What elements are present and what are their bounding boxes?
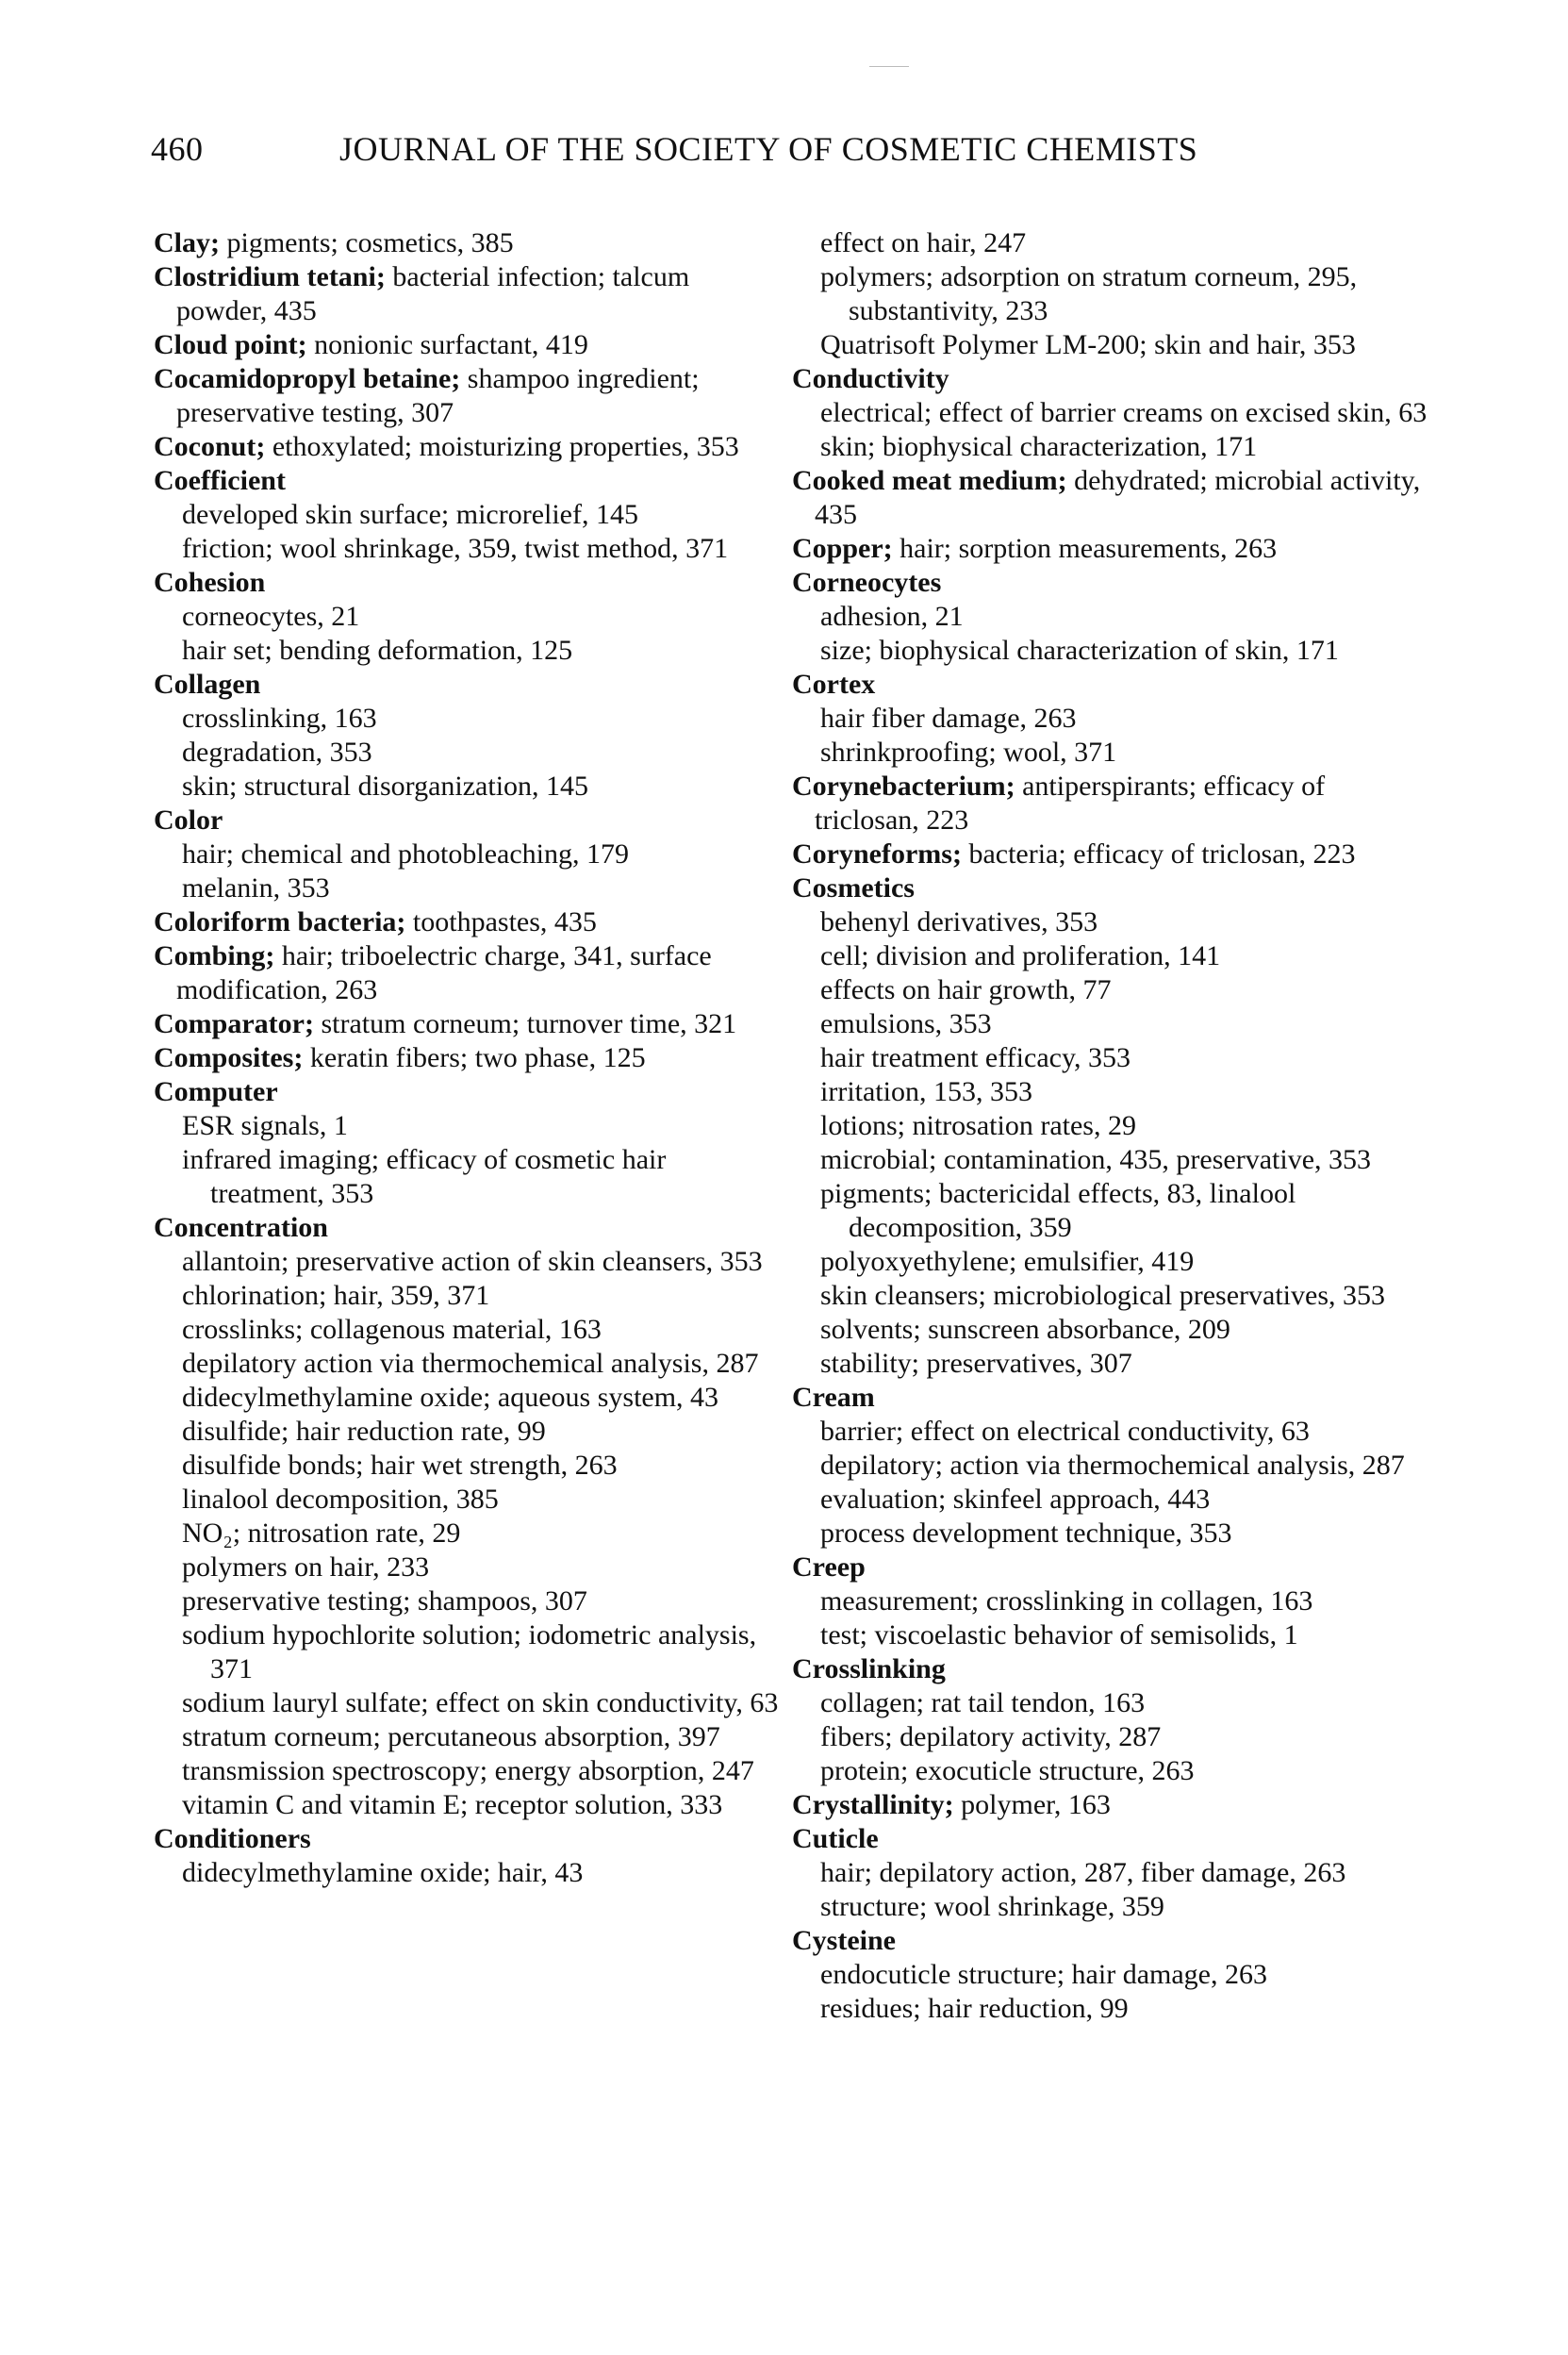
index-subentry: polymers; adsorption on stratum corneum, 295, substantivity, 233 <box>820 261 1358 326</box>
index-entry <box>154 668 781 702</box>
index-term: Cosmetics <box>792 872 915 904</box>
index-subentry: ESR signals, 1 <box>182 1110 348 1141</box>
index-subentry: barrier; effect on electrical conductivity, 63 <box>820 1416 1310 1447</box>
index-term: Cloud point; <box>154 329 307 360</box>
index-term: Cortex <box>792 669 876 700</box>
index-term: Concentration <box>154 1212 328 1243</box>
index-term: Cream <box>792 1382 875 1413</box>
index-term: Clay; <box>154 227 220 258</box>
index-term-detail: pigments; cosmetics, 385 <box>220 227 514 258</box>
index-subentry: pigments; bactericidal effects, 83, linalool decomposition, 359 <box>820 1178 1296 1243</box>
index-subentry: didecylmethylamine oxide; hair, 43 <box>182 1857 584 1888</box>
index-entry <box>154 430 781 464</box>
index-subentry: lotions; nitrosation rates, 29 <box>820 1110 1136 1141</box>
index-term: Combing; <box>154 940 275 971</box>
index-subentry: chlorination; hair, 359, 371 <box>182 1280 490 1311</box>
index-entry <box>154 226 781 260</box>
index-subentry: adhesion, 21 <box>820 601 964 632</box>
index-subentry: hair treatment efficacy, 353 <box>820 1042 1131 1073</box>
index-subentry: polyoxyethylene; emulsifier, 419 <box>820 1246 1195 1277</box>
index-term-detail: bacteria; efficacy of triclosan, 223 <box>961 838 1356 870</box>
index-subentry: measurement; crosslinking in collagen, 163 <box>820 1585 1313 1617</box>
index-subentry: size; biophysical characterization of skin, 171 <box>820 635 1339 666</box>
index-term: Coryneforms; <box>792 838 962 870</box>
index-term: Crosslinking <box>792 1653 946 1684</box>
index-subentry: skin; biophysical characterization, 171 <box>820 431 1258 462</box>
index-term: Cooked meat medium; <box>792 465 1067 496</box>
top-rule-mark <box>869 66 909 67</box>
index-term-detail: dehydrated; microbial activity, 435 <box>815 465 1421 530</box>
index-entry <box>154 566 781 600</box>
index-term-detail: nonionic surfactant, 419 <box>306 329 588 360</box>
index-subentry: collagen; rat tail tendon, 163 <box>820 1687 1146 1718</box>
index-subentry: infrared imaging; efficacy of cosmetic hair treatment, 353 <box>182 1144 667 1209</box>
index-term: Color <box>154 804 223 836</box>
journal-title: JOURNAL OF THE SOCIETY OF COSMETIC CHEMISTS <box>339 130 1198 168</box>
index-entry <box>792 871 1433 905</box>
index-term: Crystallinity; <box>792 1789 954 1820</box>
index-subentry: cell; division and proliferation, 141 <box>820 940 1221 971</box>
page-header <box>151 121 1235 177</box>
index-subentry: effects on hair growth, 77 <box>820 974 1112 1005</box>
index-subentry: microbial; contamination, 435, preservative, 353 <box>820 1144 1372 1175</box>
index-subentry: hair; chemical and photobleaching, 179 <box>182 838 630 870</box>
index-term: Creep <box>792 1551 866 1583</box>
index-subentry: effect on hair, 247 <box>820 227 1027 258</box>
index-subentry: protein; exocuticle structure, 263 <box>820 1755 1195 1786</box>
index-term-detail: hair; triboelectric charge, 341, surface modification, 263 <box>176 940 712 1005</box>
index-subentry: endocuticle structure; hair damage, 263 <box>820 1959 1267 1990</box>
index-subentry: structure; wool shrinkage, 359 <box>820 1891 1164 1922</box>
index-subentry: degradation, 353 <box>182 737 372 768</box>
index-entry <box>792 1788 1433 1822</box>
index-subentry: disulfide; hair reduction rate, 99 <box>182 1416 546 1447</box>
index-subentry: melanin, 353 <box>182 872 330 904</box>
index-term: Coloriform bacteria; <box>154 906 406 937</box>
index-term-detail: polymer, 163 <box>953 1789 1111 1820</box>
index-subentry: electrical; effect of barrier creams on excised skin, 63 <box>820 397 1428 428</box>
index-entry <box>792 1652 1433 1686</box>
index-subentry: preservative testing; shampoos, 307 <box>182 1585 587 1617</box>
index-subentry: evaluation; skinfeel approach, 443 <box>820 1484 1211 1515</box>
index-subentry: residues; hair reduction, 99 <box>820 1993 1129 2024</box>
index-subentry: process development technique, 353 <box>820 1517 1232 1549</box>
index-entry <box>792 1822 1433 1856</box>
index-term: Corneocytes <box>792 567 942 598</box>
index-subentry: test; viscoelastic behavior of semisolids, 1 <box>820 1619 1298 1650</box>
index-term: Computer <box>154 1076 278 1107</box>
index-subentry: depilatory; action via thermochemical analysis, 287 <box>820 1450 1405 1481</box>
page-number: 460 <box>151 130 204 168</box>
index-term-detail: ethoxylated; moisturizing properties, 353 <box>265 431 739 462</box>
index-term-detail: toothpastes, 435 <box>405 906 597 937</box>
index-entry <box>154 1211 781 1245</box>
index-subentry: skin cleansers; microbiological preservatives, 353 <box>820 1280 1385 1311</box>
index-term: Conductivity <box>792 363 949 394</box>
index-term: Collagen <box>154 669 261 700</box>
index-subentry: fibers; depilatory activity, 287 <box>820 1721 1162 1752</box>
index-entry <box>154 804 781 838</box>
index-column-left <box>154 226 781 1890</box>
index-entry <box>154 1007 781 1041</box>
index-subentry: polymers on hair, 233 <box>182 1551 430 1583</box>
index-term-detail: antiperspirants; efficacy of triclosan, 223 <box>815 771 1326 836</box>
index-entry <box>154 1041 781 1075</box>
index-subentry: stability; preservatives, 307 <box>820 1348 1132 1379</box>
index-subentry: shrinkproofing; wool, 371 <box>820 737 1117 768</box>
index-entry <box>792 1551 1433 1584</box>
index-subentry: solvents; sunscreen absorbance, 209 <box>820 1314 1230 1345</box>
index-term: Cuticle <box>792 1823 879 1854</box>
index-term: Conditioners <box>154 1823 311 1854</box>
index-subentry: NO₂; nitrosation rate, 29 <box>182 1517 461 1549</box>
index-subentry: hair; depilatory action, 287, fiber damage, 263 <box>820 1857 1346 1888</box>
index-subentry: irritation, 153, 353 <box>820 1076 1032 1107</box>
index-term: Composites; <box>154 1042 304 1073</box>
index-term-detail: bacterial infection; talcum powder, 435 <box>176 261 690 326</box>
index-entry <box>154 939 781 1007</box>
index-subentry: developed skin surface; microrelief, 145 <box>182 499 638 530</box>
index-entry <box>792 566 1433 600</box>
index-term-detail: stratum corneum; turnover time, 321 <box>313 1008 737 1039</box>
index-term-detail: keratin fibers; two phase, 125 <box>303 1042 646 1073</box>
index-term: Cocamidopropyl betaine; <box>154 363 461 394</box>
index-term: Coconut; <box>154 431 266 462</box>
index-entry <box>792 1381 1433 1415</box>
index-subentry: sodium hypochlorite solution; iodometric analysis, 371 <box>182 1619 757 1684</box>
index-entry <box>154 464 781 498</box>
index-subentry: behenyl derivatives, 353 <box>820 906 1098 937</box>
index-term: Cohesion <box>154 567 266 598</box>
index-term-detail: shampoo ingredient; preservative testing, 307 <box>176 363 700 428</box>
index-subentry: emulsions, 353 <box>820 1008 992 1039</box>
index-entry <box>154 1075 781 1109</box>
index-term: Comparator; <box>154 1008 314 1039</box>
index-subentry: friction; wool shrinkage, 359, twist method, 371 <box>182 533 729 564</box>
index-subentry: skin; structural disorganization, 145 <box>182 771 589 802</box>
index-subentry: hair set; bending deformation, 125 <box>182 635 573 666</box>
index-entry <box>154 362 781 430</box>
index-term: Cysteine <box>792 1925 896 1956</box>
index-entry <box>792 464 1433 532</box>
index-subentry: sodium lauryl sulfate; effect on skin conductivity, 63 <box>182 1687 779 1718</box>
index-entry <box>792 532 1433 566</box>
index-entry <box>154 260 781 328</box>
index-term: Copper; <box>792 533 893 564</box>
index-subentry: didecylmethylamine oxide; aqueous system, 43 <box>182 1382 719 1413</box>
index-subentry: transmission spectroscopy; energy absorption, 247 <box>182 1755 754 1786</box>
index-entry <box>792 1924 1433 1958</box>
index-subentry: linalool decomposition, 385 <box>182 1484 499 1515</box>
index-subentry: Quatrisoft Polymer LM-200; skin and hair, 353 <box>820 329 1356 360</box>
index-subentry: allantoin; preservative action of skin cleansers, 353 <box>182 1246 763 1277</box>
index-subentry: crosslinking, 163 <box>182 703 377 734</box>
index-subentry: stratum corneum; percutaneous absorption, 397 <box>182 1721 720 1752</box>
index-entry <box>792 668 1433 702</box>
index-subentry: depilatory action via thermochemical analysis, 287 <box>182 1348 759 1379</box>
index-term-detail: hair; sorption measurements, 263 <box>892 533 1278 564</box>
index-entry <box>792 838 1433 871</box>
index-subentry: disulfide bonds; hair wet strength, 263 <box>182 1450 618 1481</box>
index-term: Corynebacterium; <box>792 771 1015 802</box>
index-subentry: corneocytes, 21 <box>182 601 360 632</box>
index-column-right <box>792 226 1433 2026</box>
index-entry <box>154 1822 781 1856</box>
index-term: Coefficient <box>154 465 286 496</box>
index-entry <box>154 328 781 362</box>
index-term: Clostridium tetani; <box>154 261 386 292</box>
index-subentry: hair fiber damage, 263 <box>820 703 1077 734</box>
index-subentry: crosslinks; collagenous material, 163 <box>182 1314 602 1345</box>
index-entry <box>792 362 1433 396</box>
index-subentry: vitamin C and vitamin E; receptor solution, 333 <box>182 1789 723 1820</box>
index-entry <box>792 770 1433 838</box>
index-entry <box>154 905 781 939</box>
